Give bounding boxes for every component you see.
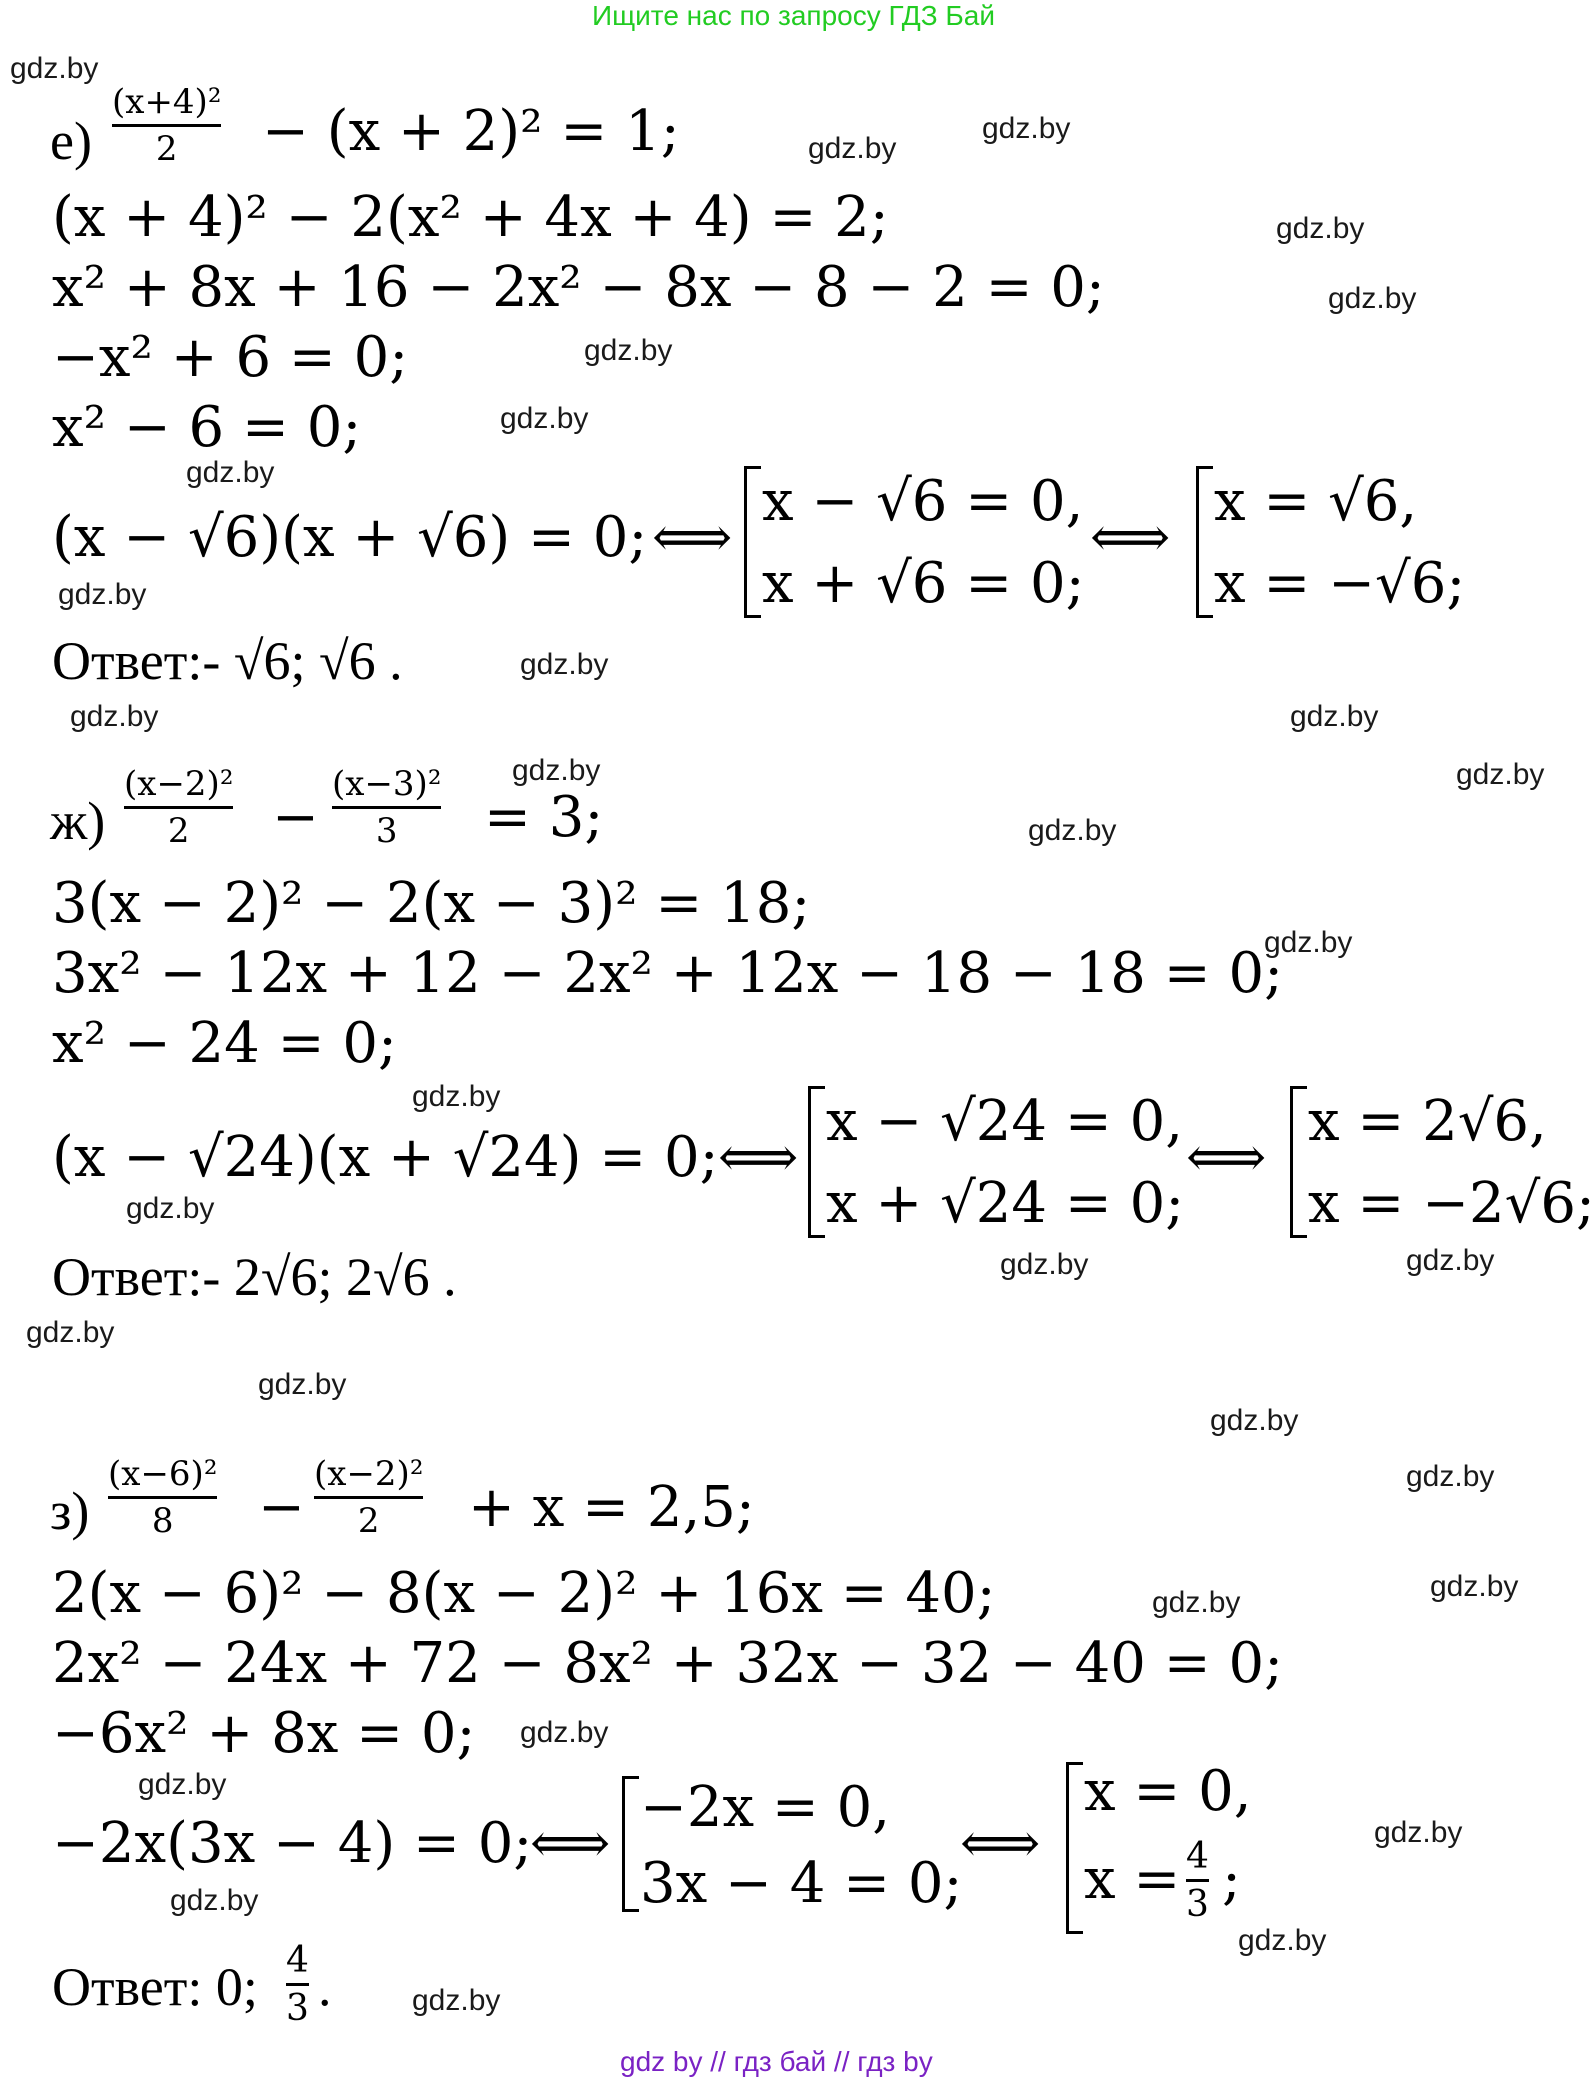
step-z-3: −6x² + 8x = 0;: [52, 1701, 476, 1766]
factored-zh: (x − √24)(x + √24) = 0;: [52, 1125, 719, 1190]
system-bracket: [808, 1086, 825, 1238]
watermark: gdz.by: [26, 1316, 115, 1349]
minus-sign: −: [258, 1475, 305, 1540]
watermark: gdz.by: [138, 1768, 227, 1801]
watermark: gdz.by: [10, 52, 99, 85]
fraction-z-1: [108, 1454, 217, 1541]
fraction-zh-1-numerator: (x−2)²: [124, 764, 234, 804]
step-z-1: 2(x − 6)² − 8(x − 2)² + 16x = 40;: [52, 1561, 996, 1626]
equation-e-tail: − (x + 2)² = 1;: [262, 99, 680, 164]
system-e-2-line-1: x = √6,: [1214, 469, 1418, 534]
iff-symbol: ⟺: [1090, 505, 1171, 570]
watermark: gdz.by: [982, 112, 1071, 145]
semicolon: ;: [1222, 1847, 1241, 1912]
fraction-zh-1: [124, 764, 233, 851]
iff-symbol: ⟺: [530, 1811, 611, 1876]
fraction-numerator: 4: [286, 1940, 309, 1981]
fraction-bar: [1186, 1879, 1209, 1882]
fraction-bar: [112, 124, 221, 127]
watermark: gdz.by: [1210, 1404, 1299, 1437]
label-e: е): [50, 111, 92, 171]
iff-symbol: ⟺: [960, 1811, 1041, 1876]
watermark: gdz.by: [1290, 700, 1379, 733]
fraction-bar: [286, 1983, 309, 1986]
fraction-z-2-numerator: (x−2)²: [314, 1454, 424, 1494]
fraction-zh-2-numerator: (x−3)²: [332, 764, 442, 804]
watermark: gdz.by: [70, 700, 159, 733]
factored-z: −2x(3x − 4) = 0;: [52, 1811, 533, 1876]
iff-symbol: ⟺: [1186, 1125, 1267, 1190]
watermark: gdz.by: [584, 334, 673, 367]
fraction-z-1-numerator: (x−6)²: [108, 1454, 218, 1494]
watermark: gdz.by: [170, 1884, 259, 1917]
watermark: gdz.by: [500, 402, 589, 435]
fraction-z-2-denominator: 2: [357, 1501, 380, 1541]
system-bracket: [1196, 466, 1213, 618]
system-bracket: [622, 1776, 639, 1912]
system-bracket: [1066, 1762, 1083, 1934]
system-e-2-line-2: x = −√6;: [1214, 551, 1466, 616]
watermark: gdz.by: [520, 648, 609, 681]
system-zh-1-line-1: x − √24 = 0,: [826, 1089, 1183, 1154]
fraction-bar: [314, 1496, 423, 1499]
fraction-bar: [108, 1496, 217, 1499]
fraction-e-denominator: 2: [155, 129, 178, 169]
fraction-bar: [124, 806, 233, 809]
site-banner[interactable]: Ищите нас по запросу ГДЗ Бай: [592, 0, 996, 31]
footer-links[interactable]: gdz by // гдз бай // гдз by: [620, 2046, 933, 2077]
system-zh-1-line-2: x + √24 = 0;: [826, 1171, 1185, 1236]
system-e-1-line-1: x − √6 = 0,: [762, 469, 1084, 534]
watermark: gdz.by: [808, 132, 897, 165]
watermark: gdz.by: [1000, 1248, 1089, 1281]
iff-symbol: ⟺: [652, 505, 733, 570]
answer-period: .: [318, 1957, 332, 2017]
watermark: gdz.by: [1456, 758, 1545, 791]
fraction-e-numerator: (x+4)²: [112, 82, 222, 122]
fraction-zh-2-denominator: 3: [375, 811, 398, 851]
fraction-denominator: 3: [286, 1988, 309, 2029]
system-e-1-line-2: x + √6 = 0;: [762, 551, 1085, 616]
step-e-4: x² − 6 = 0;: [52, 395, 362, 460]
step-zh-2: 3x² − 12x + 12 − 2x² + 12x − 18 − 18 = 0;: [52, 941, 1283, 1006]
system-z-2-line-2: x =: [1084, 1847, 1181, 1912]
fraction-numerator: 4: [1186, 1836, 1209, 1877]
watermark: gdz.by: [1430, 1570, 1519, 1603]
watermark: gdz.by: [1406, 1244, 1495, 1277]
step-zh-3: x² − 24 = 0;: [52, 1011, 397, 1076]
watermark: gdz.by: [58, 578, 147, 611]
watermark: gdz.by: [412, 1080, 501, 1113]
step-e-3: −x² + 6 = 0;: [52, 325, 409, 390]
fraction-z-1-denominator: 8: [151, 1501, 174, 1541]
answer-z: Ответ: 0;: [52, 1957, 258, 2017]
system-bracket: [1290, 1086, 1307, 1238]
watermark: gdz.by: [126, 1192, 215, 1225]
watermark: gdz.by: [1328, 282, 1417, 315]
minus-sign: −: [272, 785, 319, 850]
system-zh-2-line-2: x = −2√6;: [1308, 1171, 1595, 1236]
step-z-2: 2x² − 24x + 72 − 8x² + 32x − 32 − 40 = 0;: [52, 1631, 1283, 1696]
watermark: gdz.by: [1276, 212, 1365, 245]
watermark: gdz.by: [1406, 1460, 1495, 1493]
fraction-bar: [332, 806, 441, 809]
step-e-1: (x + 4)² − 2(x² + 4x + 4) = 2;: [52, 185, 889, 250]
answer-fraction: [286, 1940, 309, 2029]
system-z-2-line-1: x = 0,: [1084, 1759, 1252, 1824]
watermark: gdz.by: [1028, 814, 1117, 847]
equation-zh-tail: = 3;: [484, 785, 604, 850]
watermark: gdz.by: [1152, 1586, 1241, 1619]
fraction-zh-1-denominator: 2: [167, 811, 190, 851]
equation-z-tail: + x = 2,5;: [468, 1475, 755, 1540]
factored-e: (x − √6)(x + √6) = 0;: [52, 505, 648, 570]
system-bracket: [744, 466, 761, 618]
watermark: gdz.by: [412, 1984, 501, 2017]
watermark: gdz.by: [258, 1368, 347, 1401]
fraction-zh-2: [332, 764, 441, 851]
system-zh-2-line-1: x = 2√6,: [1308, 1089, 1547, 1154]
answer-e: Ответ:- √6; √6 .: [52, 631, 403, 691]
iff-symbol: ⟺: [718, 1125, 799, 1190]
label-z: з): [50, 1481, 90, 1541]
system-z-1-line-1: −2x = 0,: [640, 1775, 891, 1840]
answer-zh: Ответ:- 2√6; 2√6 .: [52, 1247, 457, 1307]
fraction-four-thirds: [1186, 1836, 1209, 1925]
label-zh: ж): [50, 791, 106, 851]
watermark: gdz.by: [520, 1716, 609, 1749]
watermark: gdz.by: [1238, 1924, 1327, 1957]
watermark: gdz.by: [512, 754, 601, 787]
watermark: gdz.by: [186, 456, 275, 489]
fraction-denominator: 3: [1186, 1884, 1209, 1925]
watermark: gdz.by: [1374, 1816, 1463, 1849]
fraction-e: [112, 82, 221, 169]
system-z-1-line-2: 3x − 4 = 0;: [640, 1851, 963, 1916]
fraction-z-2: [314, 1454, 423, 1541]
step-zh-1: 3(x − 2)² − 2(x − 3)² = 18;: [52, 871, 811, 936]
watermark: gdz.by: [1264, 926, 1353, 959]
step-e-2: x² + 8x + 16 − 2x² − 8x − 8 − 2 = 0;: [52, 255, 1105, 320]
